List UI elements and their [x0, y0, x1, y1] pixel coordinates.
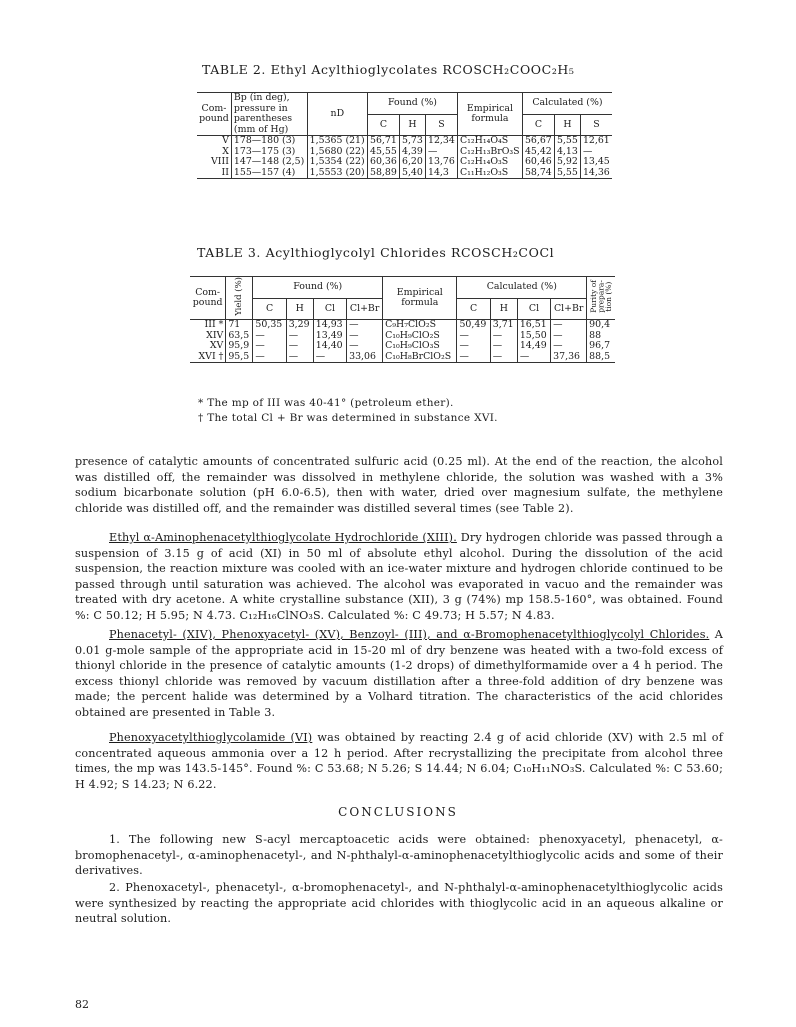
yield-cell: 95,9 [226, 341, 253, 352]
bp-cell: 178—180 (3) [231, 136, 307, 147]
formula-cell: C₉H₇ClO₂S [383, 320, 457, 331]
purity-cell: 88,5 [587, 352, 615, 363]
conclusion-2: 2. Phenoxacetyl-, phenacetyl-, α-bromophenacetyl-, and N-phthalyl-α-aminophenacetylthioglycolic acids were synthesized by reacting the appropriate acid chlorides with thioglycolic acid in an aqueous alkaline or neutral solution. [75, 881, 723, 925]
yield-cell: 63,5 [226, 331, 253, 342]
calc-c-cell: — [457, 331, 490, 342]
table2-header-found-s: S [425, 114, 457, 136]
found-cl-cell: 14,40 [313, 341, 346, 352]
table-row [197, 168, 612, 179]
table3-header-yield: Yield (%) [233, 277, 244, 316]
calc-h-cell: 3,71 [490, 320, 517, 331]
nd-cell: 1,5553 (20) [307, 168, 367, 179]
table-row [197, 136, 612, 147]
paragraph-2 [75, 530, 723, 623]
calc-cl-cell: — [517, 352, 550, 363]
formula-cell: C₁₀H₉ClO₃S [383, 341, 457, 352]
table3-header-empirical: Empirical formula [383, 277, 457, 320]
table2-header-calc-h: H [554, 114, 580, 136]
found-h-cell: 5,40 [399, 168, 425, 179]
found-clbr-cell: — [347, 331, 383, 342]
found-clbr-cell: — [347, 320, 383, 331]
purity-cell: 90,4 [587, 320, 615, 331]
found-h-cell: — [286, 352, 313, 363]
table3-header-compound: Com- pound [190, 277, 226, 320]
calc-c-cell: 60,46 [522, 157, 554, 168]
calc-h-cell: — [490, 331, 517, 342]
found-c-cell: — [253, 331, 286, 342]
table2-header-calc-s: S [580, 114, 612, 136]
table2-header-found: Found (%) [367, 93, 457, 115]
table-row [190, 352, 615, 363]
calc-cl-cell: 15,50 [517, 331, 550, 342]
compound-cell: VIII [211, 156, 229, 168]
table2-header-bp: Bp (in deg), pressure in parentheses (mm of Hg) [231, 93, 307, 136]
found-s-cell: 14,3 [425, 168, 457, 179]
paragraph-3 [75, 627, 723, 720]
table3-header-calculated: Calculated (%) [457, 277, 587, 299]
conclusions-heading: CONCLUSIONS [338, 805, 458, 819]
calc-c-cell: 58,74 [522, 168, 554, 179]
table2-header-empirical: Empirical formula [457, 93, 522, 136]
bp-cell: 155—157 (4) [231, 168, 307, 179]
calc-s-cell: 14,36 [580, 168, 612, 179]
formula-cell: C₁₂H₁₃BrO₃S [457, 147, 522, 158]
table3-header-calc-cl: Cl [517, 298, 550, 320]
found-c-cell: 50,35 [253, 320, 286, 331]
compound-cell: III * [204, 319, 224, 331]
calc-c-cell: — [457, 341, 490, 352]
table2-header-calculated: Calculated (%) [522, 93, 612, 115]
compound-cell: X [222, 145, 229, 157]
bp-cell: 147—148 (2,5) [231, 157, 307, 168]
calc-s-cell: 12,61 [580, 136, 612, 147]
table3-header-purity: Purity of prepara- tion (%) [588, 279, 613, 313]
table2-header-compound: Com- pound [197, 93, 231, 136]
table3-header-found-c: C [253, 298, 286, 320]
calc-clbr-cell: — [551, 320, 587, 331]
yield-cell: 71 [226, 320, 253, 331]
found-clbr-cell: — [347, 341, 383, 352]
compound-cell: V [222, 135, 229, 147]
nd-cell: 1,5680 (22) [307, 147, 367, 158]
compound-cell: XVI † [190, 352, 226, 363]
calc-h-cell: — [490, 341, 517, 352]
found-s-cell: — [425, 147, 457, 158]
found-c-cell: 60,36 [367, 157, 399, 168]
table3-header-calc-h: H [490, 298, 517, 320]
table2-header-found-h: H [399, 114, 425, 136]
found-clbr-cell: 33,06 [347, 352, 383, 363]
table2-header-found-c: C [367, 114, 399, 136]
table2-header-calc-c: C [522, 114, 554, 136]
formula-cell: C₁₂H₁₄O₄S [457, 136, 522, 147]
table3-header-found-cl: Cl [313, 298, 346, 320]
found-c-cell: 58,89 [367, 168, 399, 179]
compound-cell: XV [209, 340, 224, 352]
paragraph-2-text: Dry hydrogen chloride was passed through a suspension of 3.15 g of acid (XI) in 50 ml of absolute ethyl alcohol. During the dissolution of the acid suspension, the reaction mixture was cooled with an ice-water mixture and hydrogen chloride continued to be passed through until saturation was achieved. The alcohol was evaporated in vacuo and the remainder was treated with dry acetone. A white crystalline substance (XII), 3 g (74%) mp 158.5-160°, was obtained. Found %: C 50.12; H 5.95; N 4.73. C₁₂H₁₆ClNO₃S. Calculated %: C 49.73; H 5.57; N 4.83. [75, 531, 723, 622]
table3 [190, 276, 615, 363]
calc-s-cell: — [580, 147, 612, 158]
formula-cell: C₁₀H₈BrClO₂S [383, 352, 457, 363]
calc-h-cell: 5,55 [554, 168, 580, 179]
paragraph-3-text: A 0.01 g-mole sample of the appropriate acid in 15-20 ml of dry benzene was heated with a two-fold excess of thionyl chloride in the presence of catalytic amounts (1-2 drops) of dimethylformamide over a 4 h period. The excess thionyl chloride was removed by vacuum distillation after a three-fold addition of dry benzene was made; the percent halide was determined by a Volhard titration. The characteristics of the acid chlorides obtained are presented in Table 3. [75, 628, 723, 719]
formula-cell: C₁₁H₁₂O₃S [457, 168, 522, 179]
table3-caption: TABLE 3. Acylthioglycolyl Chlorides RCOSCH₂COCl [197, 245, 555, 260]
page-number: 82 [75, 998, 89, 1011]
table3-header-calc-clbr: Cl+Br [551, 298, 587, 320]
found-h-cell: — [286, 341, 313, 352]
table2 [197, 92, 612, 179]
compound-cell: XIV [206, 329, 224, 341]
calc-h-cell: — [490, 352, 517, 363]
paragraph-2-title: Ethyl α-Aminophenacetylthioglycolate Hydrochloride (XIII). [109, 531, 457, 544]
table2-caption: TABLE 2. Ethyl Acylthioglycolates RCOSCH₂COOC₂H₅ [202, 62, 575, 77]
found-cl-cell: 14,93 [313, 320, 346, 331]
paragraph-1: presence of catalytic amounts of concentrated sulfuric acid (0.25 ml). At the end of the reaction, the alcohol was distilled off, the remainder was dissolved in methylene chloride, the solution was washed with a 3% sodium bicarbonate solution (pH 6.0-6.5), then with water, dried over magnesium sulfate, the methylene chloride was distilled off, and the remainder was distilled several times (see Table 2). [75, 455, 723, 515]
paragraph-3-title: Phenacetyl- (XIV), Phenoxyacetyl- (XV), Benzoyl- (III), and α-Bromophenacetylthioglycolyl Chlorides. [109, 628, 710, 641]
purity-cell: 96,7 [587, 341, 615, 352]
calc-clbr-cell: — [551, 331, 587, 342]
purity-cell: 88 [587, 331, 615, 342]
table3-header-calc-c: C [457, 298, 490, 320]
compound-cell: II [197, 168, 231, 179]
nd-cell: 1,5365 (21) [307, 136, 367, 147]
calc-cl-cell: 14,49 [517, 341, 550, 352]
formula-cell: C₁₀H₉ClO₂S [383, 331, 457, 342]
calc-c-cell: 50,49 [457, 320, 490, 331]
found-c-cell: 45,55 [367, 147, 399, 158]
paragraph-4 [75, 730, 723, 792]
found-c-cell: — [253, 341, 286, 352]
calc-clbr-cell: — [551, 341, 587, 352]
table3-header-found-h: H [286, 298, 313, 320]
paragraph-4-text: was obtained by reacting 2.4 g of acid chloride (XV) with 2.5 ml of concentrated aqueous ammonia over a 12 h period. After recrystallizing the precipitate from alcohol three times, the mp was 143.5-145°. Found %: C 53.68; N 5.26; S 14.44; N 6.04; C₁₀H₁₁NO₃S. Calculated %: C 53.60; H 4.92; S 14.23; N 6.22. [75, 731, 723, 791]
table3-header-found-clbr: Cl+Br [347, 298, 383, 320]
table3-footnote-1: * The mp of III was 40-41° (petroleum ether). [198, 397, 454, 409]
calc-clbr-cell: 37,36 [551, 352, 587, 363]
found-s-cell: 12,34 [425, 136, 457, 147]
nd-cell: 1,5354 (22) [307, 157, 367, 168]
found-cl-cell: — [313, 352, 346, 363]
table2-header-nd: nD [307, 93, 367, 136]
calc-c-cell: — [457, 352, 490, 363]
found-c-cell: — [253, 352, 286, 363]
calc-h-cell: 5,55 [554, 136, 580, 147]
paragraph-4-title: Phenoxyacetylthioglycolamide (VI) [109, 731, 313, 744]
calc-c-cell: 45,42 [522, 147, 554, 158]
found-h-cell: 6,20 [399, 157, 425, 168]
calc-c-cell: 56,67 [522, 136, 554, 147]
calc-cl-cell: 16,51 [517, 320, 550, 331]
table3-footnote-2: † The total Cl + Br was determined in substance XVI. [198, 412, 498, 424]
formula-cell: C₁₂H₁₄O₃S [457, 157, 522, 168]
calc-h-cell: 4,13 [554, 147, 580, 158]
conclusion-1: 1. The following new S-acyl mercaptoacetic acids were obtained: phenoxyacetyl, phenacetyl, α-bromophenacetyl-, α-aminophenacetyl-, and N-phthalyl-α-aminophenacetylthioglycolic acids and some of their derivatives. [75, 833, 723, 877]
calc-h-cell: 5,92 [554, 157, 580, 168]
found-h-cell: 4,39 [399, 147, 425, 158]
found-c-cell: 56,71 [367, 136, 399, 147]
found-h-cell: 3,29 [286, 320, 313, 331]
yield-cell: 95,5 [226, 352, 253, 363]
found-h-cell: — [286, 331, 313, 342]
found-h-cell: 5,73 [399, 136, 425, 147]
bp-cell: 173—175 (3) [231, 147, 307, 158]
table3-header-found: Found (%) [253, 277, 383, 299]
found-cl-cell: 13,49 [313, 331, 346, 342]
found-s-cell: 13,76 [425, 157, 457, 168]
calc-s-cell: 13,45 [580, 157, 612, 168]
